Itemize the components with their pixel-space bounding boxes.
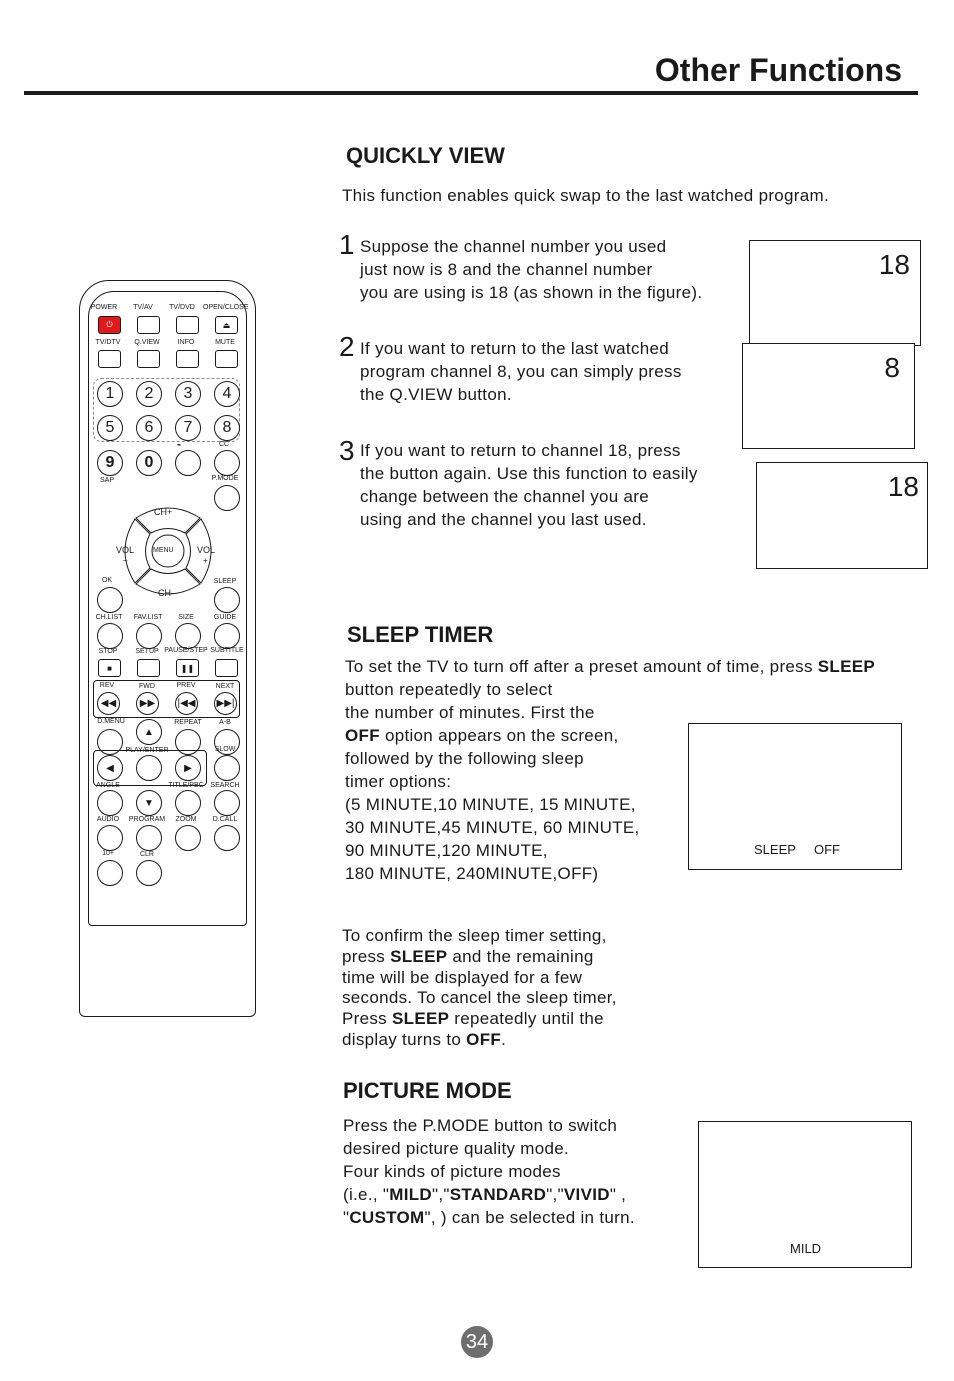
sleep-line — [345, 655, 875, 678]
sleep-button — [214, 587, 240, 613]
sleep-text: display turns to — [342, 1029, 462, 1049]
remote-label-rev: REV — [99, 682, 115, 689]
next-icon: ▶▶| — [214, 692, 237, 715]
remote-label-dcall: D.CALL — [212, 816, 238, 823]
slow-button — [214, 755, 240, 781]
page-number: 34 — [461, 1326, 493, 1358]
remote-label-search: SEARCH — [210, 782, 240, 789]
ch-up-label: CH+ — [154, 507, 173, 517]
favlist-button — [136, 623, 162, 649]
angle-button — [97, 790, 123, 816]
mild-keyword: MILD — [389, 1185, 432, 1204]
clr-button — [136, 860, 162, 886]
picture-line: desired picture quality mode. — [343, 1139, 570, 1158]
remote-label-favlist: FAV.LIST — [133, 614, 163, 621]
arrow-right-icon: ▶ — [175, 755, 201, 781]
remote-label-sleep: SLEEP — [213, 578, 237, 585]
digit-2-button: 2 — [136, 381, 162, 407]
remote-label-pmode: P.MODE — [211, 475, 239, 482]
remote-label-ok: OK — [101, 577, 113, 584]
picture-line: Press the P.MODE button to switch — [343, 1116, 618, 1135]
vol-minus-sign: – — [123, 556, 128, 565]
sleep-text: and the remaining — [452, 946, 594, 966]
remote-label-prev: PREV — [176, 682, 196, 689]
play-enter-button — [136, 755, 162, 781]
stop-icon: ■ — [98, 659, 121, 677]
sleep-line: the number of minutes. First the — [345, 703, 595, 722]
subtitle-button — [215, 659, 238, 677]
arrow-left-icon: ◀ — [97, 755, 123, 781]
step-1-line: Suppose the channel number you used — [360, 237, 667, 256]
previous-icon: |◀◀ — [175, 692, 198, 715]
ch-down-label: CH- — [158, 588, 174, 598]
channel-number: 18 — [887, 471, 919, 502]
sleep-line: 180 MINUTE, 240MINUTE,OFF) — [345, 864, 599, 883]
picture-text: "," — [546, 1185, 564, 1204]
sleep-text: Press — [342, 1009, 387, 1029]
picture-mode-heading: PICTURE MODE — [343, 1078, 512, 1103]
dash-label: - — [177, 437, 181, 451]
pause-icon: ❚❚ — [176, 659, 199, 677]
off-keyword: OFF — [466, 1029, 502, 1049]
remote-label-guide: GUIDE — [213, 614, 237, 621]
step-1-line: you are using is 18 (as shown in the figure). — [360, 283, 703, 302]
guide-button — [214, 623, 240, 649]
remote-label-audio: AUDIO — [96, 816, 120, 823]
remote-label-slow: SLOW — [214, 746, 236, 753]
remote-label-angle: ANGLE — [96, 782, 120, 789]
remote-label-program: PROGRAM — [128, 816, 166, 823]
step-3-text — [360, 439, 698, 531]
title-pbc-button — [175, 790, 201, 816]
ten-plus-button — [97, 860, 123, 886]
sleep-timer-paragraph-2 — [342, 926, 617, 1051]
sleep-osd-value: OFF — [814, 842, 840, 857]
remote-illustration — [79, 280, 256, 1017]
remote-label-dmenu: D.MENU — [97, 718, 125, 725]
digit-5-button: 5 — [97, 415, 123, 441]
picture-text: (i.e., " — [343, 1185, 390, 1204]
step-3-line: If you want to return to channel 18, press — [360, 441, 681, 460]
remote-label-fwd: FWD — [139, 683, 155, 690]
sleep-text: To set the TV to turn off after a preset amount of time, press — [345, 657, 813, 676]
sleep-line — [342, 1009, 617, 1030]
sleep-text: . — [501, 1029, 507, 1049]
remote-label-qview: Q.VIEW — [134, 339, 160, 346]
step-1-number: 1 — [339, 229, 355, 260]
digit-0-button: 0 — [136, 450, 162, 476]
search-button — [214, 790, 240, 816]
remote-label-open-close: OPEN/CLOSE — [203, 304, 249, 311]
step-2-number: 2 — [339, 331, 355, 362]
remote-label-tvav: TV/AV — [133, 304, 153, 311]
step-2-line: program channel 8, you can simply press — [360, 362, 682, 381]
remote-label-size: SIZE — [178, 614, 194, 621]
sleep-keyword: SLEEP — [817, 657, 876, 676]
remote-label-mute: MUTE — [215, 339, 235, 346]
digit-8-button: 8 — [214, 415, 240, 441]
picture-text: " , — [609, 1185, 627, 1204]
digit-7-button: 7 — [175, 415, 201, 441]
cc-button — [214, 450, 240, 476]
fast-forward-icon: ▶▶ — [136, 692, 159, 715]
standard-keyword: STANDARD — [449, 1185, 547, 1204]
step-3-line: using and the channel you last used. — [360, 510, 647, 529]
sleep-line: seconds. To cancel the sleep timer, — [342, 988, 617, 1008]
eject-icon: ⏏ — [215, 316, 238, 334]
remote-label-repeat: REPEAT — [174, 719, 202, 726]
step-2-line: If you want to return to the last watched — [360, 339, 670, 358]
dash-button — [175, 450, 201, 476]
picture-mode-paragraph — [343, 1114, 635, 1229]
channel-number: 8 — [884, 352, 900, 383]
remote-label-power: POWER — [90, 304, 118, 311]
remote-panel — [88, 291, 247, 926]
digit-9-button: 9 — [97, 450, 123, 476]
qview-button — [137, 350, 160, 368]
picture-line — [343, 1206, 635, 1229]
sleep-keyword: SLEEP — [392, 1009, 450, 1029]
sleep-line: To confirm the sleep timer setting, — [342, 926, 607, 945]
picture-line: Four kinds of picture modes — [343, 1162, 561, 1181]
mute-button — [215, 350, 238, 368]
remote-label-cc: CC — [218, 441, 230, 448]
vol-plus-label: VOL — [197, 545, 216, 555]
step-3-number: 3 — [339, 435, 355, 466]
info-button — [176, 350, 199, 368]
menu-label: MENU — [153, 547, 174, 554]
remote-label-play-enter: PLAY/ENTER — [125, 747, 169, 754]
remote-label-title-pbc: TITLE/PBC — [168, 782, 204, 789]
sleep-line: timer options: — [345, 772, 452, 791]
tv-screen-picture-mode — [698, 1121, 912, 1268]
step-3-line: the button again. Use this function to easily — [360, 464, 698, 483]
vol-minus-label: VOL — [116, 545, 135, 555]
header-rule — [24, 91, 918, 95]
picture-text: ", ) can be selected in turn. — [424, 1208, 635, 1227]
remote-label-clr: CLR — [139, 851, 154, 858]
picture-line — [343, 1183, 635, 1206]
tv-screen-channel-18-again — [756, 462, 928, 569]
remote-label-sap: SAP — [99, 477, 114, 484]
tv-screen-sleep — [688, 723, 902, 870]
quickly-view-intro: This function enables quick swap to the last watched program. — [342, 186, 829, 205]
sleep-osd-label: SLEEP — [754, 842, 796, 857]
audio-button — [97, 825, 123, 851]
step-2-line: the Q.VIEW button. — [360, 385, 512, 404]
arrow-up-icon: ▲ — [136, 719, 162, 745]
sleep-text: option appears on the screen, — [384, 726, 619, 745]
tv-screen-channel-18 — [749, 240, 921, 346]
remote-label-ab: A-B — [219, 719, 231, 726]
off-keyword: OFF — [345, 726, 380, 745]
sleep-line — [342, 1030, 617, 1051]
sleep-line: 30 MINUTE,45 MINUTE, 60 MINUTE, — [345, 818, 640, 837]
tvdvd-button — [176, 316, 199, 334]
sleep-line: 90 MINUTE,120 MINUTE, — [345, 841, 548, 860]
ok-button — [97, 587, 123, 613]
digit-1-button: 1 — [97, 381, 123, 407]
vol-plus-sign: + — [203, 556, 208, 565]
chlist-button — [97, 623, 123, 649]
sleep-line: followed by the following sleep — [345, 749, 584, 768]
picture-text: "," — [431, 1185, 450, 1204]
remote-label-chlist: CH.LIST — [95, 614, 123, 621]
zoom-button — [175, 825, 201, 851]
setup-button — [137, 659, 160, 677]
remote-label-next: NEXT — [215, 683, 235, 690]
vivid-keyword: VIVID — [563, 1185, 610, 1204]
picture-text: " — [343, 1208, 350, 1227]
program-button — [136, 825, 162, 851]
remote-label-pause-step: PAUSE/STEP — [164, 647, 208, 654]
remote-label-zoom: ZOOM — [175, 816, 197, 823]
step-3-line: change between the channel you are — [360, 487, 650, 506]
step-2-text — [360, 337, 682, 406]
remote-label-stop: STOP — [98, 648, 118, 655]
step-1-text — [360, 235, 702, 304]
rewind-icon: ◀◀ — [97, 692, 120, 715]
sleep-timer-heading: SLEEP TIMER — [347, 622, 494, 647]
remote-label-info: INFO — [177, 339, 195, 346]
tvdtv-button — [98, 350, 121, 368]
sleep-line: button repeatedly to select — [345, 680, 553, 699]
size-button — [175, 623, 201, 649]
remote-label-tvdvd: TV/DVD — [169, 304, 195, 311]
digit-3-button: 3 — [175, 381, 201, 407]
page-title: Other Functions — [654, 52, 902, 88]
picture-osd-label: MILD — [790, 1241, 822, 1256]
tv-screen-channel-8 — [742, 343, 915, 449]
remote-label-subtitle: SUBTITLE — [210, 647, 244, 654]
digit-6-button: 6 — [136, 415, 162, 441]
sleep-line: time will be displayed for a few — [342, 967, 583, 987]
step-1-line: just now is 8 and the channel number — [360, 260, 653, 279]
sleep-keyword: SLEEP — [390, 946, 448, 966]
digit-4-button: 4 — [214, 381, 240, 407]
arrow-down-icon: ▼ — [136, 790, 162, 816]
sleep-text: repeatedly until the — [454, 1009, 604, 1029]
channel-number: 18 — [878, 249, 910, 280]
remote-label-ten-plus: 10+ — [102, 850, 114, 857]
sleep-line: (5 MINUTE,10 MINUTE, 15 MINUTE, — [345, 795, 636, 814]
remote-label-tvdtv: TV/DTV — [95, 339, 121, 346]
dcall-button — [214, 825, 240, 851]
sleep-line — [342, 947, 617, 968]
quickly-view-heading: QUICKLY VIEW — [346, 143, 505, 168]
power-button: ⏻ — [98, 316, 121, 334]
sleep-text: press — [342, 946, 386, 966]
tvav-button — [137, 316, 160, 334]
custom-keyword: CUSTOM — [349, 1208, 425, 1227]
remote-label-setup: SETUP — [135, 648, 159, 655]
